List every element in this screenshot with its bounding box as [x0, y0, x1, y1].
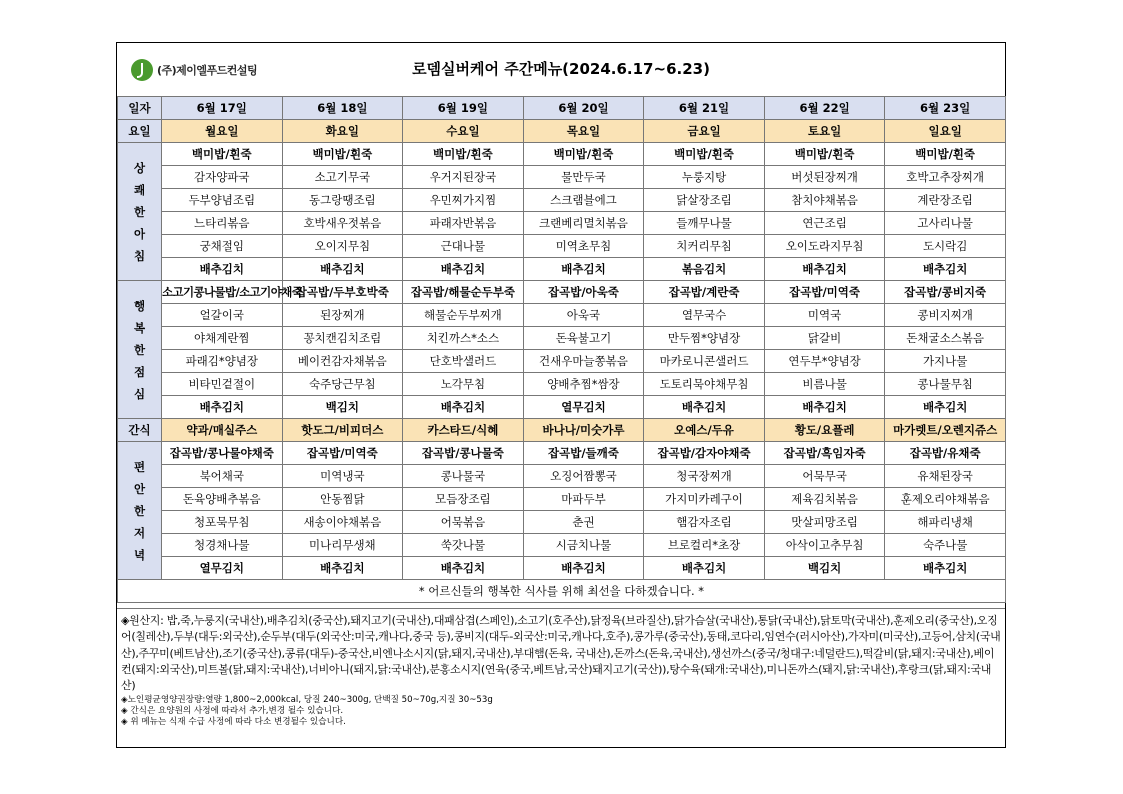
- lunch-menu-cell: 닭갈비: [764, 327, 885, 350]
- breakfast-label-char: 침: [133, 248, 146, 263]
- breakfast-menu-cell: 닭살장조림: [644, 189, 765, 212]
- breakfast-menu-cell: 연근조림: [764, 212, 885, 235]
- breakfast-menu-cell: 백미밥/흰죽: [523, 143, 644, 166]
- lunch-menu-cell: 콩나물무침: [885, 373, 1006, 396]
- dinner-label-char: 저: [133, 525, 146, 540]
- breakfast-menu-cell: 우거지된장국: [403, 166, 524, 189]
- snack-cell: 황도/요플레: [764, 419, 885, 442]
- dinner-menu-cell: 열무김치: [162, 557, 283, 580]
- breakfast-label-char: 한: [133, 204, 146, 219]
- breakfast-menu-cell: 크랜베리멸치볶음: [523, 212, 644, 235]
- lunch-menu-cell: 배추김치: [644, 396, 765, 419]
- lunch-menu-cell: 비름나물: [764, 373, 885, 396]
- lunch-menu-cell: 잡곡밥/콩비지죽: [885, 281, 1006, 304]
- dinner-menu-cell: 유채된장국: [885, 465, 1006, 488]
- breakfast-menu-cell: 물만두국: [523, 166, 644, 189]
- snack-cell: 바나나/미숫가루: [523, 419, 644, 442]
- origin-info: ◈원산지: 밥,죽,누룽지(국내산),배추김치(중국산),돼지고기(국내산),대패삼겹(스페인),소고기(호주산),닭정육(브라질산),닭가슴살(국내산),통닭(국내산),닭토막(국내산),훈제오리(중국산),오징어(칠레산),두부(대두:외국산),순두부(대두(외국산:미국,캐나다,중국 등),콩비지(대두-외국산:미국,캐나다,호주),콩가루(중국산),동태,코다리,임연수(러시아산),가자미(미국산),고등어,삼치(국내산),주꾸미(베트남산),조기(중국산),콩류(대두)-중국산,비엔나소시지(닭,돼지,국내산),부대햄(돈육, 국내산),돈까스(돈육,국내산),생선까스(중국/청대구:네덜란드),떡갈비(닭,돼지:국내산),베이컨(돼지:외국산),미트볼(닭,돼지:국내산),너비아니(돼지,닭:국내산),분홍소시지(연육(중국,베트남,국산)돼지고기(국산)),탕수육(돼개:국내산),미니돈까스(돼지,닭:국내산),후랑크(닭,돼지:국내산): [121, 614, 1001, 693]
- lunch-row: [118, 373, 1006, 396]
- dinner-menu-cell: 미역냉국: [282, 465, 403, 488]
- dinner-menu-cell: 춘권: [523, 511, 644, 534]
- snack-cell: 카스타드/식혜: [403, 419, 524, 442]
- date-cell: 6월 19일: [403, 97, 524, 120]
- dinner-menu-cell: 시금치나물: [523, 534, 644, 557]
- lunch-row: [118, 396, 1006, 419]
- breakfast-menu-cell: 오이도라지무침: [764, 235, 885, 258]
- breakfast-menu-cell: 배추김치: [403, 258, 524, 281]
- weekday-cell: 월요일: [162, 120, 283, 143]
- breakfast-menu-cell: 누룽지탕: [644, 166, 765, 189]
- lunch-menu-cell: 베이컨감자채볶음: [282, 350, 403, 373]
- note-menu-change: ◈ 위 메뉴는 식재 수급 사정에 따라 다소 변경될수 있습니다.: [121, 717, 346, 728]
- dinner-menu-cell: 청포묵무침: [162, 511, 283, 534]
- dinner-menu-cell: 숙주나물: [885, 534, 1006, 557]
- dinner-menu-cell: 잡곡밥/미역죽: [282, 442, 403, 465]
- dinner-menu-cell: 오징어짬뽕국: [523, 465, 644, 488]
- lunch-menu-cell: 콩비지찌개: [885, 304, 1006, 327]
- breakfast-menu-cell: 고사리나물: [885, 212, 1006, 235]
- lunch-menu-cell: 가지나물: [885, 350, 1006, 373]
- date-cell: 6월 20일: [523, 97, 644, 120]
- breakfast-menu-cell: 궁채절임: [162, 235, 283, 258]
- breakfast-label-char: 상: [133, 160, 146, 175]
- dinner-menu-cell: 미나리무생채: [282, 534, 403, 557]
- dinner-menu-cell: 해파리냉채: [885, 511, 1006, 534]
- lunch-label-char: 한: [133, 342, 146, 357]
- breakfast-menu-cell: 파래자반볶음: [403, 212, 524, 235]
- dinner-label-char: 한: [133, 503, 146, 518]
- dinner-menu-cell: 잡곡밥/감자야채죽: [644, 442, 765, 465]
- breakfast-menu-cell: 백미밥/흰죽: [764, 143, 885, 166]
- lunch-menu-cell: 노각무침: [403, 373, 524, 396]
- dinner-label-char: 안: [133, 481, 146, 496]
- snack-row: [118, 419, 1006, 442]
- lunch-menu-cell: 된장찌개: [282, 304, 403, 327]
- dinner-label: [118, 442, 162, 580]
- dinner-menu-cell: 돈육양배추볶음: [162, 488, 283, 511]
- lunch-row: [118, 281, 1006, 304]
- dinner-menu-cell: 맛살피망조림: [764, 511, 885, 534]
- lunch-menu-cell: 잡곡밥/미역죽: [764, 281, 885, 304]
- dinner-row: [118, 557, 1006, 580]
- lunch-menu-cell: 백김치: [282, 396, 403, 419]
- lunch-menu-cell: 잡곡밥/두부호박죽: [282, 281, 403, 304]
- breakfast-menu-cell: 배추김치: [523, 258, 644, 281]
- dinner-menu-cell: 브로컬리*초장: [644, 534, 765, 557]
- snack-cell: 핫도그/비피더스: [282, 419, 403, 442]
- dinner-menu-cell: 모듬장조림: [403, 488, 524, 511]
- breakfast-menu-cell: 들깨무나물: [644, 212, 765, 235]
- lunch-menu-cell: 도토리묵야채무침: [644, 373, 765, 396]
- breakfast-label: [118, 143, 162, 281]
- dinner-menu-cell: 배추김치: [885, 557, 1006, 580]
- breakfast-menu-cell: 도시락김: [885, 235, 1006, 258]
- snack-cell: 오예스/두유: [644, 419, 765, 442]
- date-cell: 6월 17일: [162, 97, 283, 120]
- lunch-menu-cell: 숙주당근무침: [282, 373, 403, 396]
- dinner-menu-cell: 어묵무국: [764, 465, 885, 488]
- dinner-menu-cell: 잡곡밥/콩나물야채죽: [162, 442, 283, 465]
- lunch-menu-cell: 배추김치: [885, 396, 1006, 419]
- lunch-menu-cell: 배추김치: [162, 396, 283, 419]
- dinner-menu-cell: 어묵볶음: [403, 511, 524, 534]
- breakfast-menu-cell: 배추김치: [162, 258, 283, 281]
- weekday-cell: 수요일: [403, 120, 524, 143]
- lunch-label-char: 심: [133, 386, 146, 401]
- breakfast-menu-cell: 배추김치: [764, 258, 885, 281]
- breakfast-row: [118, 189, 1006, 212]
- dinner-menu-cell: 잡곡밥/들깨죽: [523, 442, 644, 465]
- breakfast-row: [118, 143, 1006, 166]
- dinner-menu-cell: 북어채국: [162, 465, 283, 488]
- dinner-row: [118, 511, 1006, 534]
- dinner-menu-cell: 새송이야채볶음: [282, 511, 403, 534]
- dinner-menu-cell: 배추김치: [403, 557, 524, 580]
- breakfast-menu-cell: 배추김치: [885, 258, 1006, 281]
- lunch-menu-cell: 얼갈이국: [162, 304, 283, 327]
- menu-sheet: [116, 42, 1006, 748]
- weekday-cell: 화요일: [282, 120, 403, 143]
- lunch-label-char: 행: [133, 298, 146, 313]
- weekly-menu-table: [117, 96, 1006, 603]
- lunch-label-char: 복: [133, 320, 146, 335]
- lunch-menu-cell: 배추김치: [764, 396, 885, 419]
- lunch-menu-cell: 단호박샐러드: [403, 350, 524, 373]
- dinner-menu-cell: 쑥갓나물: [403, 534, 524, 557]
- weekday-row: [118, 120, 1006, 143]
- lunch-menu-cell: 만두찜*양념장: [644, 327, 765, 350]
- breakfast-menu-cell: 소고기무국: [282, 166, 403, 189]
- lunch-menu-cell: 아욱국: [523, 304, 644, 327]
- breakfast-menu-cell: 백미밥/흰죽: [162, 143, 283, 166]
- lunch-menu-cell: 잡곡밥/계란죽: [644, 281, 765, 304]
- dinner-menu-cell: 안동찜닭: [282, 488, 403, 511]
- breakfast-label-char: 쾌: [133, 182, 146, 197]
- notes-list: [121, 695, 1001, 728]
- lunch-menu-cell: 치킨까스*소스: [403, 327, 524, 350]
- breakfast-menu-cell: 백미밥/흰죽: [885, 143, 1006, 166]
- breakfast-menu-cell: 백미밥/흰죽: [403, 143, 524, 166]
- breakfast-menu-cell: 미역초무침: [523, 235, 644, 258]
- lunch-menu-cell: 비타민겉절이: [162, 373, 283, 396]
- dinner-menu-cell: 햄감자조림: [644, 511, 765, 534]
- dinner-menu-cell: 훈제오리야채볶음: [885, 488, 1006, 511]
- breakfast-menu-cell: 두부양념조림: [162, 189, 283, 212]
- breakfast-menu-cell: 호박고추장찌개: [885, 166, 1006, 189]
- dinner-menu-cell: 가지미카레구이: [644, 488, 765, 511]
- dinner-menu-cell: 잡곡밥/콩나물죽: [403, 442, 524, 465]
- breakfast-row: [118, 166, 1006, 189]
- weekday-cell: 토요일: [764, 120, 885, 143]
- breakfast-row: [118, 235, 1006, 258]
- breakfast-label-char: 아: [133, 226, 146, 241]
- dinner-menu-cell: 청경채나물: [162, 534, 283, 557]
- lunch-menu-cell: 열무김치: [523, 396, 644, 419]
- weekday-cell: 일요일: [885, 120, 1006, 143]
- lunch-row: [118, 350, 1006, 373]
- breakfast-menu-cell: 오이지무침: [282, 235, 403, 258]
- breakfast-row: [118, 258, 1006, 281]
- dinner-label-char: 편: [133, 459, 146, 474]
- breakfast-menu-cell: 버섯된장찌개: [764, 166, 885, 189]
- weekday-cell: 목요일: [523, 120, 644, 143]
- dinner-label-char: 녁: [133, 547, 146, 562]
- lunch-menu-cell: 연두부*양념장: [764, 350, 885, 373]
- lunch-menu-cell: 미역국: [764, 304, 885, 327]
- lunch-menu-cell: 돈채굴소스볶음: [885, 327, 1006, 350]
- breakfast-row: [118, 212, 1006, 235]
- date-cell: 6월 22일: [764, 97, 885, 120]
- notice-text: * 어르신들의 행복한 식사를 위해 최선을 다하겠습니다. *: [118, 580, 1006, 603]
- lunch-menu-cell: 열무국수: [644, 304, 765, 327]
- date-cell: 6월 18일: [282, 97, 403, 120]
- dinner-menu-cell: 콩나물국: [403, 465, 524, 488]
- dinner-menu-cell: 배추김치: [282, 557, 403, 580]
- lunch-row: [118, 304, 1006, 327]
- dinner-row: [118, 465, 1006, 488]
- breakfast-menu-cell: 느타리볶음: [162, 212, 283, 235]
- lunch-menu-cell: 건새우마늘쫑볶음: [523, 350, 644, 373]
- lunch-label-char: 점: [133, 364, 146, 379]
- weekday-cell: 금요일: [644, 120, 765, 143]
- snack-label: 간식: [118, 419, 162, 442]
- dinner-row: [118, 534, 1006, 557]
- breakfast-menu-cell: 참치야채볶음: [764, 189, 885, 212]
- header: [117, 43, 1005, 96]
- dinner-menu-cell: 제육김치볶음: [764, 488, 885, 511]
- breakfast-menu-cell: 볶음김치: [644, 258, 765, 281]
- breakfast-menu-cell: 백미밥/흰죽: [282, 143, 403, 166]
- snack-cell: 약과/매실주스: [162, 419, 283, 442]
- snack-cell: 마가렛트/오렌지쥬스: [885, 419, 1006, 442]
- breakfast-menu-cell: 근대나물: [403, 235, 524, 258]
- lunch-menu-cell: 소고기콩나물밥/소고기야채죽: [162, 281, 283, 304]
- dinner-menu-cell: 아삭이고추무침: [764, 534, 885, 557]
- note-snack: ◈ 간식은 요양원의 사정에 따라서 추가,변경 될수 있습니다.: [121, 706, 344, 717]
- lunch-menu-cell: 잡곡밥/해물순두부죽: [403, 281, 524, 304]
- breakfast-menu-cell: 치커리무침: [644, 235, 765, 258]
- breakfast-menu-cell: 백미밥/흰죽: [644, 143, 765, 166]
- lunch-menu-cell: 파래김*양념장: [162, 350, 283, 373]
- date-label: 일자: [118, 97, 162, 120]
- lunch-menu-cell: 양배추찜*쌈장: [523, 373, 644, 396]
- note-nutrition: ◈노인평균영양권장량:열량 1,800~2,000kcal, 당질 240~300g, 단백질 50~70g,지질 30~53g: [121, 695, 493, 706]
- dinner-row: [118, 488, 1006, 511]
- footer-notes: [117, 608, 1005, 728]
- breakfast-menu-cell: 계란장조림: [885, 189, 1006, 212]
- date-cell: 6월 21일: [644, 97, 765, 120]
- lunch-menu-cell: 잡곡밥/아욱죽: [523, 281, 644, 304]
- dinner-menu-cell: 배추김치: [523, 557, 644, 580]
- lunch-menu-cell: 마카로니콘샐러드: [644, 350, 765, 373]
- lunch-menu-cell: 해물순두부찌개: [403, 304, 524, 327]
- page-title: 로뎀실버케어 주간메뉴(2024.6.17~6.23): [412, 60, 710, 78]
- date-cell: 6월 23일: [885, 97, 1006, 120]
- dinner-menu-cell: 잡곡밥/흑임자죽: [764, 442, 885, 465]
- breakfast-menu-cell: 우민찌가지찜: [403, 189, 524, 212]
- dinner-row: [118, 442, 1006, 465]
- date-row: [118, 97, 1006, 120]
- company-name: (주)제이엘푸드컨설팅: [157, 64, 258, 77]
- breakfast-menu-cell: 감자양파국: [162, 166, 283, 189]
- lunch-menu-cell: 배추김치: [403, 396, 524, 419]
- dinner-menu-cell: 청국장찌개: [644, 465, 765, 488]
- breakfast-menu-cell: 동그랑땡조림: [282, 189, 403, 212]
- dinner-menu-cell: 배추김치: [644, 557, 765, 580]
- dinner-menu-cell: 잡곡밥/유채죽: [885, 442, 1006, 465]
- lunch-label: [118, 281, 162, 419]
- lunch-menu-cell: 돈육불고기: [523, 327, 644, 350]
- weekday-label: 요일: [118, 120, 162, 143]
- breakfast-menu-cell: 스크램블에그: [523, 189, 644, 212]
- breakfast-menu-cell: 배추김치: [282, 258, 403, 281]
- lunch-menu-cell: 꽁치캔김치조림: [282, 327, 403, 350]
- lunch-row: [118, 327, 1006, 350]
- notice-row: [118, 580, 1006, 603]
- dinner-menu-cell: 백김치: [764, 557, 885, 580]
- lunch-menu-cell: 야채계란찜: [162, 327, 283, 350]
- breakfast-menu-cell: 호박새우젓볶음: [282, 212, 403, 235]
- dinner-menu-cell: 마파두부: [523, 488, 644, 511]
